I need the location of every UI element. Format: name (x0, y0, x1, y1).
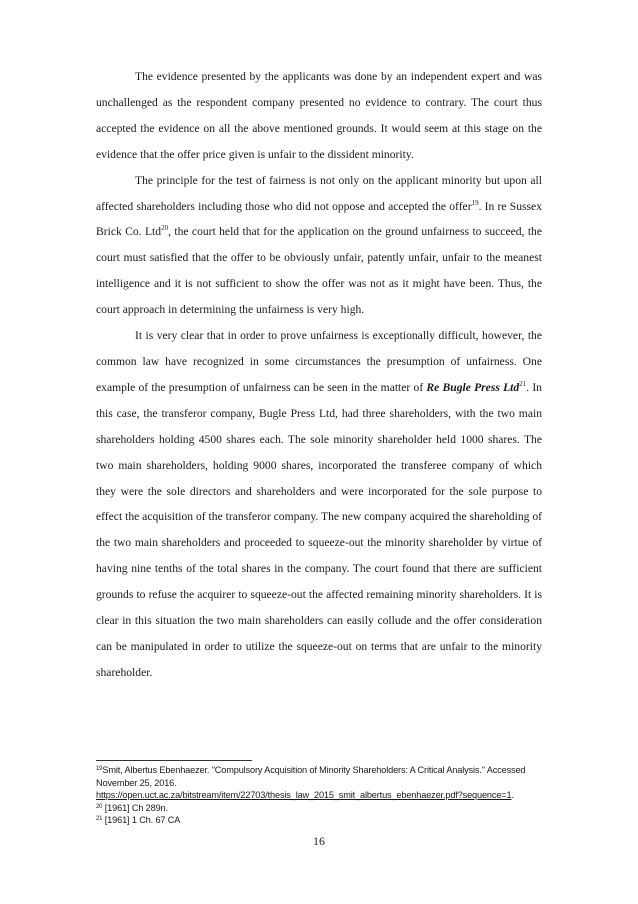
paragraph-text: . In re Sussex Brick Co. Ltd (96, 199, 542, 239)
footnote-text: Smit, Albertus Ebenhaezer. "Compulsory Acquisition of Minority Shareholders: A Critical Analysis." Accessed November 25, 2016. (96, 765, 526, 788)
paragraph-fairness-test (96, 168, 542, 323)
paragraph-text: The evidence presented by the applicants was done by an independent expert and was unchallenged as the respondent company presented no evidence to contrary. The court thus accepted the evidence on all the above mentioned grounds. It would seem at this stage on the evidence that the offer price given is unfair to the dissident minority. (96, 70, 542, 161)
paragraph-text: It is very clear that in order to prove unfairness is exceptionally difficult, however, the common law have recognized in some circumstances the presumption of unfairness. One example of the presumption of unfairness can be seen in the matter of (96, 329, 542, 394)
footnote-number: 20 (96, 803, 103, 810)
footnote-text: [1961] Ch 289n. (104, 802, 168, 813)
page-number: 16 (313, 834, 325, 848)
footnote-number: 21 (96, 816, 103, 823)
footnote-20 (96, 802, 544, 815)
footnote-link[interactable]: https://open.uct.ac.za/bitstream/item/22703/thesis_law_2015_smit_albertus_ebenhaezer.pdf?sequence=1 (96, 790, 512, 801)
footnotes (96, 764, 544, 827)
paragraph-text: , the court held that for the application on the ground unfairness to succeed, the court must satisfied that the offer to be obviously unfair, patently unfair, unfair to the meanest intelligence and it is not sufficient to show the offer was not as it might have been. Thus, the court approach in determining the unfairness is very high. (96, 225, 542, 317)
footnote-21 (96, 814, 544, 827)
footnote-ref-20[interactable]: 20 (161, 224, 169, 233)
paragraph-text: . In this case, the transferor company, Bugle Press Ltd, had three shareholders, with the two main shareholders holding 4500 shares each. The sole minority shareholder held 1000 shares. The two main shareholders, holding 9000 shares, incorporated the transferee company of which they were the sole directors and shareholders and were incorporated for the sole purpose to effect the acquisition of the transferor company. The new company acquired the shareholding of the two main shareholders and proceeded to squeeze-out the minority shareholder by virtue of having nine tenths of the total shares in the company. The court found that there are sufficient grounds to refuse the acquirer to squeeze-out the affected remaining minority shareholders. It is clear in this situation the two main shareholders can easily collude and the offer consideration can be manipulated in order to utilize the squeeze-out on terms that are unfair to the minority shareholder. (96, 380, 542, 679)
footnote-ref-19[interactable]: 19 (471, 198, 479, 207)
footnote-19-link-line (96, 789, 544, 802)
footnote-19 (96, 764, 544, 789)
case-name: Re Bugle Press Ltd (426, 380, 520, 394)
footnote-divider (96, 760, 252, 761)
footnote-text: [1961] 1 Ch. 67 CA (104, 815, 181, 826)
footnote-ref-21[interactable]: 21 (519, 379, 527, 388)
paragraph-presumption (96, 323, 542, 686)
body-text (96, 64, 542, 686)
footnote-punctuation: . (511, 790, 514, 801)
paragraph-text: The principle for the test of fairness is not only on the applicant minority but upon all affected shareholders including those who did not oppose and accepted the offer (96, 173, 542, 213)
footnote-number: 19 (96, 766, 103, 772)
paragraph-evidence (96, 64, 542, 168)
